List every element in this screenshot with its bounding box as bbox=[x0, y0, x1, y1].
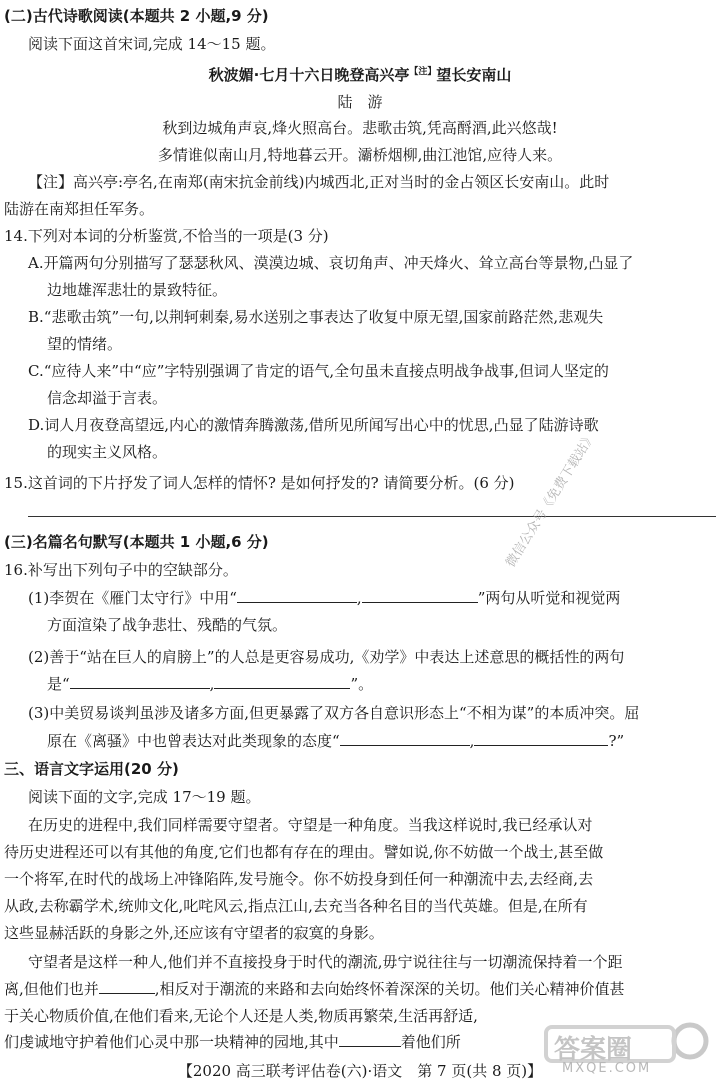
passage-line: 在历史的进程中,我们同样需要守望者。守望是一种角度。当我这样说时,我已经承认对 bbox=[28, 816, 593, 834]
poem-note-mark: 【注】 bbox=[409, 67, 437, 77]
poem-title bbox=[0, 62, 720, 85]
fill-blank[interactable] bbox=[214, 674, 350, 689]
poem-line-2: 多情谁似南山月,特地暮云开。灞桥烟柳,曲江池馆,应待人来。 bbox=[157, 146, 563, 164]
q16-item-2-line-2: 是“ , ”。 bbox=[47, 675, 374, 693]
poem-line-1: 秋到边城角声哀,烽火照高台。悲歌击筑,凭高酹酒,此兴悠哉! bbox=[162, 119, 558, 137]
q16-1-prefix: (1)李贺在《雁门太守行》中用“ bbox=[28, 589, 237, 607]
section-2-intro: 阅读下面这首宋词,完成 14～15 题。 bbox=[28, 35, 276, 53]
passage-fragment: 离,但他们也并 bbox=[4, 980, 99, 998]
q14-option-c-2: 信念却溢于言表。 bbox=[47, 389, 168, 407]
passage-line: 这些显赫活跃的身影之外,还应该有守望者的寂寞的身影。 bbox=[4, 924, 384, 942]
answer-line bbox=[28, 516, 716, 517]
q16-item-3-line-2: 原在《离骚》中也曾表达对此类现象的态度“ , ?” bbox=[47, 732, 625, 750]
section-3-header: (三)名篇名句默写(本题共 1 小题,6 分) bbox=[4, 533, 269, 551]
q16-item-2-line-1: (2)善于“站在巨人的肩膀上”的人总是更容易成功,《劝学》中表达上述意思的概括性的两句 bbox=[28, 648, 625, 666]
passage-fragment: ,相反对于潮流的来路和去向始终怀着深深的关切。他们关心精神价值甚 bbox=[154, 980, 625, 998]
q16-item-1-line-1: (1)李贺在《雁门太守行》中用“ , ”两句从听觉和视觉两 bbox=[28, 589, 621, 607]
q14-stem: 14.下列对本词的分析鉴赏,不恰当的一项是(3 分) bbox=[4, 227, 329, 245]
passage-line bbox=[4, 979, 720, 999]
fill-blank[interactable] bbox=[70, 674, 210, 689]
q16-item-1-line-2: 方面渲染了战争悲壮、残酷的气氛。 bbox=[47, 616, 288, 634]
poem-title-tail: 望长安南山 bbox=[436, 66, 512, 84]
logo-text: 答案圈 bbox=[554, 1035, 633, 1065]
q14-option-b-1: B.“悲歌击筑”一句,以荆轲刺秦,易水送别之事表达了收复中原无望,国家前路茫然,悲观失 bbox=[28, 308, 604, 326]
passage-line: 于关心物质价值,在他们看来,无论个人还是人类,物质再繁荣,生活再舒适, bbox=[4, 1007, 478, 1025]
section-4-header: 三、语言文字运用(20 分) bbox=[4, 760, 179, 778]
section-2-header: (二)古代诗歌阅读(本题共 2 小题,9 分) bbox=[4, 7, 269, 25]
q14-option-d-1: D.词人月夜登高望远,内心的激情奔腾激荡,借所见所闻写出心中的忧思,凸显了陆游诗歌 bbox=[28, 416, 599, 434]
section-4-intro: 阅读下面的文字,完成 17～19 题。 bbox=[28, 788, 261, 806]
watermark: 微信公众号《免费下载站》 bbox=[503, 429, 599, 571]
q14-option-a-1: A.开篇两句分别描写了瑟瑟秋风、漠漠边城、哀切角声、冲天烽火、耸立高台等景物,凸显了 bbox=[28, 254, 634, 272]
poem-note-line-2: 陆游在南郑担任军务。 bbox=[4, 200, 155, 218]
q16-2-prefix: 是“ bbox=[47, 675, 70, 693]
q16-3-prefix: 原在《离骚》中也曾表达对此类现象的态度“ bbox=[47, 732, 340, 750]
logo-subtext: MXQE.COM bbox=[562, 1061, 652, 1076]
passage-line: 一个将军,在时代的战场上冲锋陷阵,发号施令。你不妨投身到任何一种潮流中去,去经商,去 bbox=[4, 870, 594, 888]
q14-option-b-2: 望的情绪。 bbox=[47, 335, 123, 353]
passage-line: 守望者是这样一种人,他们并不直接投身于时代的潮流,毋宁说往往与一切潮流保持着一个距 bbox=[28, 953, 623, 971]
passage-line: 待历史进程还可以有其他的角度,它们也都有存在的理由。譬如说,你不妨做一个战士,甚至做 bbox=[4, 843, 604, 861]
q16-stem: 16.补写出下列句子中的空缺部分。 bbox=[4, 561, 238, 579]
fill-blank[interactable] bbox=[99, 979, 155, 994]
q15-stem: 15.这首词的下片抒发了词人怎样的情怀? 是如何抒发的? 请简要分析。(6 分) bbox=[4, 474, 515, 492]
fill-blank[interactable] bbox=[237, 588, 357, 603]
poem-author: 陆 游 bbox=[337, 93, 383, 111]
fill-blank[interactable] bbox=[474, 731, 608, 746]
fill-blank[interactable] bbox=[339, 1032, 401, 1047]
fill-blank[interactable] bbox=[340, 731, 470, 746]
q16-2-suffix: ”。 bbox=[350, 675, 374, 693]
passage-line: 从政,去称霸学术,统帅文化,叱咤风云,指点江山,去充当各种名目的当代英雄。但是,在所有 bbox=[4, 897, 588, 915]
q14-option-a-2: 边地雄浑悲壮的景致特征。 bbox=[47, 281, 228, 299]
q14-option-d-2: 的现实主义风格。 bbox=[47, 443, 168, 461]
passage-fragment: 着他们所 bbox=[400, 1033, 461, 1051]
fill-blank[interactable] bbox=[362, 588, 478, 603]
q14-option-c-1: C.“应待人来”中“应”字特别强调了肯定的语气,全句虽未直接点明战争战事,但词人坚定的 bbox=[28, 362, 609, 380]
q16-1-suffix: ”两句从听觉和视觉两 bbox=[477, 589, 621, 607]
poem-title-main: 秋波媚·七月十六日晚登高兴亭 bbox=[208, 66, 410, 84]
passage-fragment: 们虔诚地守护着他们心灵中那一块精神的园地,其中 bbox=[4, 1033, 339, 1051]
q16-item-3-line-1: (3)中美贸易谈判虽涉及诸多方面,但更暴露了双方各自意识形态上“不相为谋”的本质冲突。屈 bbox=[28, 704, 640, 722]
page-footer: 【2020 高三联考评估卷(六)·语文 第 7 页(共 8 页)】 bbox=[177, 1062, 543, 1080]
q16-3-suffix: ?” bbox=[608, 732, 625, 750]
poem-note-line-1: 【注】高兴亭:亭名,在南郑(南宋抗金前线)内城西北,正对当时的金占领区长安南山。此时 bbox=[28, 173, 610, 191]
